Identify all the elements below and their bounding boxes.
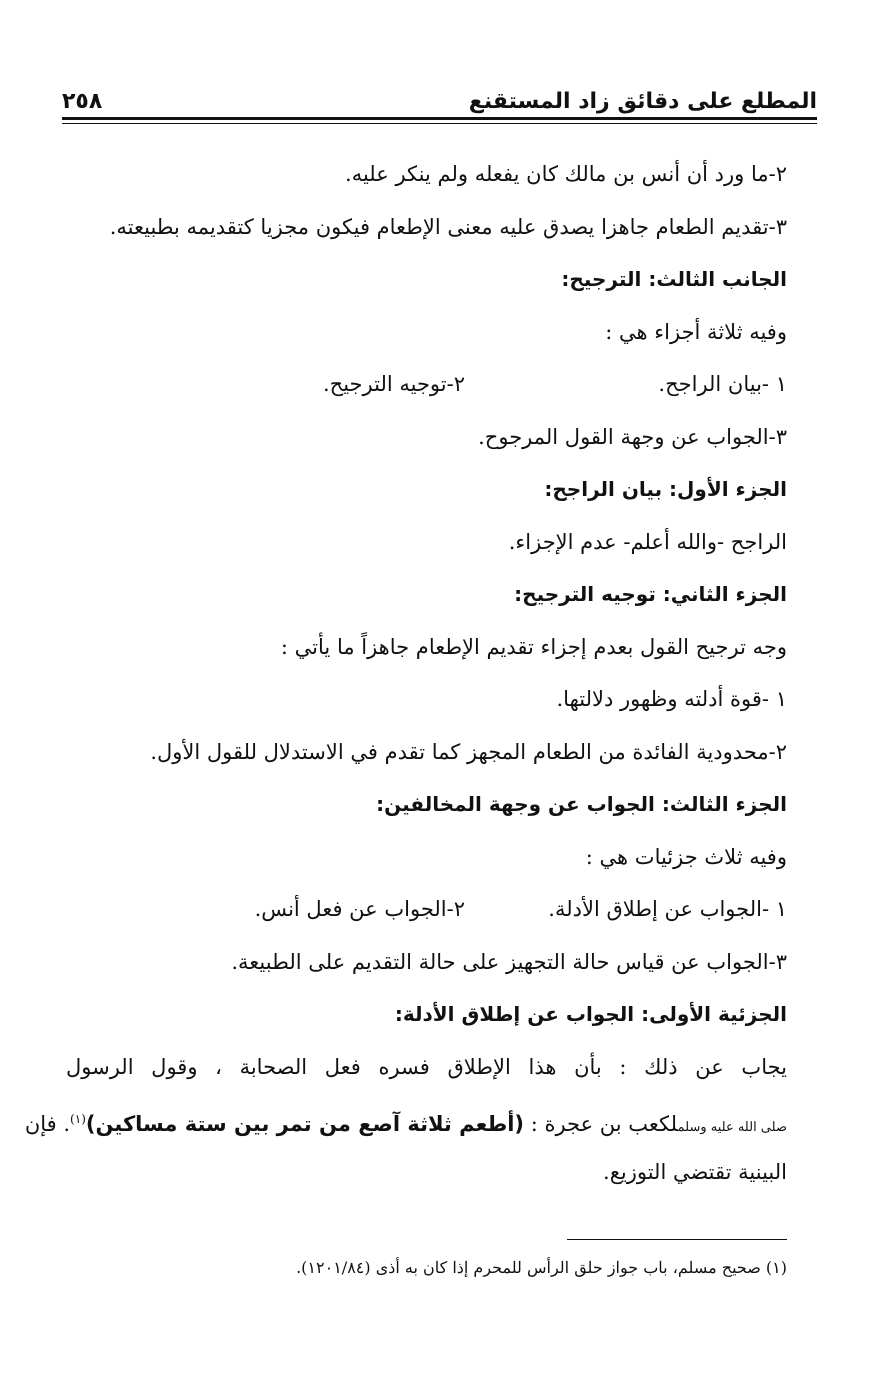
text-line: ٣-تقديم الطعام جاهزا يصدق عليه معنى الإطعام فيكون مجزيا كتقديمه بطبيعته.	[109, 214, 787, 239]
honorific-glyph: صلى الله عليه وسلم	[677, 1120, 787, 1135]
header-rule-thin	[62, 123, 817, 124]
text-line: ٣-الجواب عن قياس حالة التجهيز على حالة التقديم على الطبيعة.	[231, 949, 787, 974]
footnote-marker: (١)	[70, 1112, 86, 1126]
page-number: ٢٥٨	[62, 89, 103, 114]
text-line-with-quote	[24, 1093, 787, 1146]
two-column-line	[66, 883, 787, 936]
two-column-line	[66, 358, 787, 411]
text-line: يجاب عن ذلك : بأن هذا الإطلاق فسره فعل الصحابة ، وقول الرسول	[66, 1054, 787, 1079]
text-line: وفيه ثلاثة أجزاء هي :	[605, 319, 787, 344]
text-line: ١ -قوة أدلته وظهور دلالتها.	[556, 687, 787, 711]
header-rule-thick	[62, 117, 817, 120]
footnote: (١) صحيح مسلم، باب جواز حلق الرأس للمحرم إذا كان به أذى (١٢٠١/٨٤).	[296, 1258, 787, 1277]
section-heading: الجزء الثاني: توجيه الترجيح:	[514, 582, 787, 606]
text-line: ٣-الجواب عن وجهة القول المرجوح.	[478, 424, 787, 449]
text-line: ٢-ما ورد أن أنس بن مالك كان يفعله ولم ينكر عليه.	[345, 162, 787, 186]
hadith-quote: (أطعم ثلاثة آصع من تمر بين ستة مساكين)	[85, 1112, 525, 1136]
section-heading: الجزئية الأولى: الجواب عن إطلاق الأدلة:	[394, 1002, 787, 1026]
text-line: البينية تقتضي التوزيع.	[603, 1159, 787, 1184]
list-item: ١ -بيان الراجح.	[658, 372, 787, 396]
section-heading: الجانب الثالث: الترجيح:	[561, 267, 787, 291]
list-item: ٢-الجواب عن فعل أنس.	[254, 897, 465, 921]
list-item: ١ -الجواب عن إطلاق الأدلة.	[548, 897, 787, 921]
text-fragment: . فإن	[24, 1112, 71, 1136]
text-line: ٢-محدودية الفائدة من الطعام المجهز كما تقدم في الاستدلال للقول الأول.	[150, 739, 787, 764]
main-text	[24, 148, 787, 1198]
text-line: وجه ترجيح القول بعدم إجزاء تقديم الإطعام جاهزاً ما يأتي :	[280, 634, 787, 659]
footnote-rule	[567, 1239, 787, 1240]
list-item: ٢-توجيه الترجيح.	[322, 372, 465, 396]
running-header	[62, 78, 817, 114]
section-heading: الجزء الأول: بيان الراجح:	[544, 477, 787, 501]
text-line: وفيه ثلاث جزئيات هي :	[585, 844, 787, 869]
book-title: المطلع على دقائق زاد المستقنع	[468, 89, 817, 114]
text-line: الراجح -والله أعلم- عدم الإجزاء.	[508, 529, 787, 554]
text-fragment: لكعب بن عجرة :	[530, 1112, 678, 1136]
section-heading: الجزء الثالث: الجواب عن وجهة المخالفين:	[376, 792, 787, 816]
